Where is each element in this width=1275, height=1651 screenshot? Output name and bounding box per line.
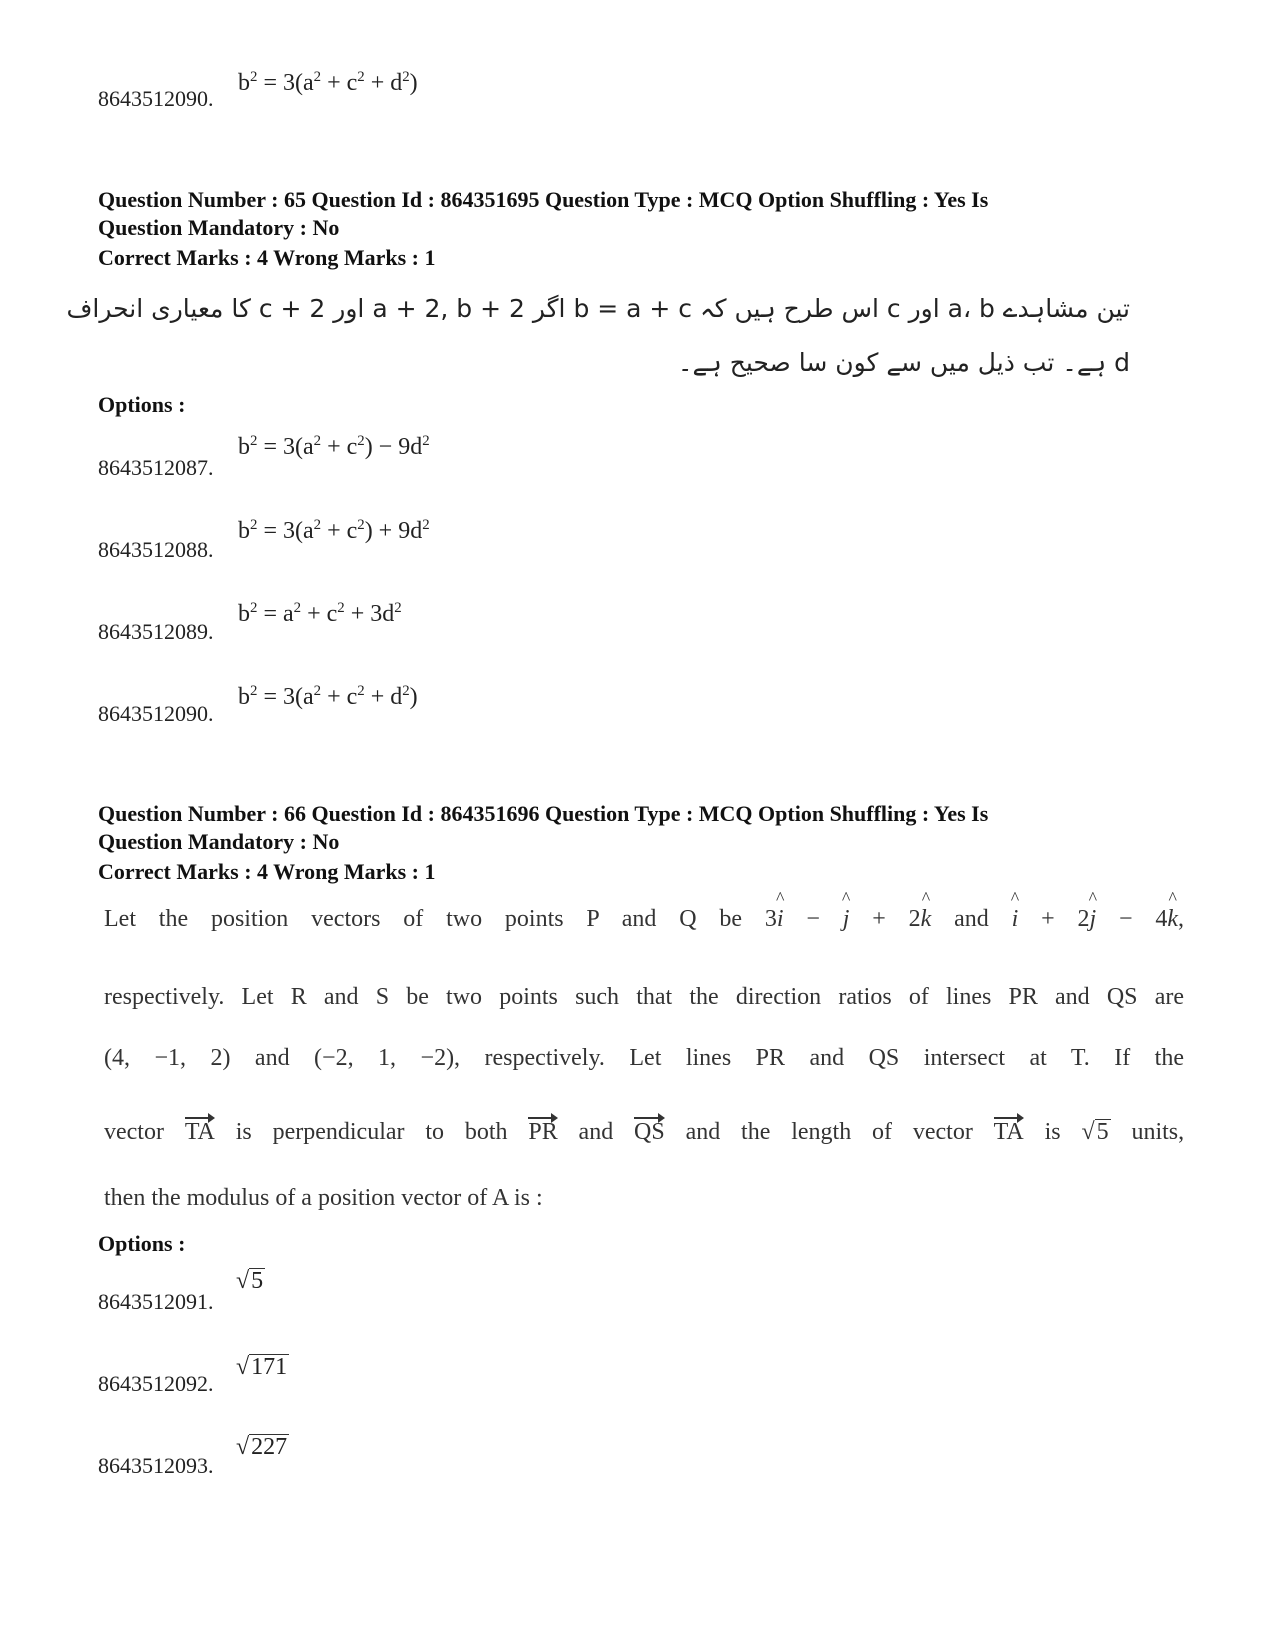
option-id: 8643512090. (98, 701, 214, 726)
question-66-text-line: (4, −1, 2) and (−2, 1, −2), respectively. Let lines PR and QS intersect at T. If the (104, 1045, 1184, 1071)
sqrt-expression: √5 (1081, 1119, 1109, 1145)
option-id: 8643512090. (98, 86, 214, 111)
radicand: 5 (1096, 1119, 1109, 1145)
question-header-line: Question Mandatory : No (98, 829, 340, 854)
question-text: is perpendicular to both (235, 1119, 508, 1145)
options-label: Options : (98, 392, 186, 417)
option-expression: √227 (236, 1434, 288, 1460)
option-id: 8643512087. (98, 455, 214, 480)
position-vector-p: 3^ i − ^ j + 2^ k (765, 906, 931, 932)
question-66-text-line: respectively. Let R and S be two points such that the direction ratios of lines PR and QS are (104, 984, 1184, 1010)
option-expression: $b^2 = 3(a^2 + c^2) - 9d^2$ (238, 433, 430, 460)
question-66-text-line: then the modulus of a position vector of A is : (104, 1185, 543, 1211)
position-vector-q: ^ i + 2^ j − 4^ k, (1012, 906, 1184, 932)
option-expression: $b^2 = 3(a^2 + c^2) + 9d^2$ (238, 517, 430, 544)
option-expression: $b^2 = 3(a^2 + c^2 + d^2)$ (238, 683, 418, 710)
question-header-line: Question Number : 66 Question Id : 864351696 Question Type : MCQ Option Shuffling : Yes Is (98, 801, 989, 826)
option-expression: $b^2 = a^2 + c^2 + 3d^2$ (238, 600, 402, 627)
vector-ta: TA (184, 1119, 215, 1145)
question-65-header (98, 186, 988, 242)
question-text: is (1044, 1119, 1061, 1145)
option-expression: √5 (236, 1268, 264, 1294)
vector-qs: QS (634, 1119, 665, 1145)
question-text: vector (104, 1119, 164, 1145)
question-65-urdu-text: تین مشاہدے a، b اور c اس طرح ہیں کہ b = a + c اگر a + 2, b + 2 اور c + 2 کا معیاری انحراف d ہے۔ تب ذیل میں سے کون سا صحیح ہے۔ (66, 294, 1130, 377)
question-65-marks: Correct Marks : 4 Wrong Marks : 1 (98, 245, 436, 270)
and-word: and (954, 906, 989, 932)
question-text: units, (1131, 1119, 1185, 1145)
vector-ta: TA (993, 1119, 1024, 1145)
options-label: Options : (98, 1231, 186, 1256)
question-66-header (98, 800, 988, 856)
question-66-text-line (104, 906, 1184, 933)
option-id: 8643512092. (98, 1371, 214, 1396)
option-expression: $b^2 = 3(a^2 + c^2 + d^2)$ (238, 69, 418, 96)
question-66-text-line (104, 1119, 1184, 1146)
question-66-marks: Correct Marks : 4 Wrong Marks : 1 (98, 859, 436, 884)
radicand: 171 (251, 1354, 288, 1380)
option-id: 8643512091. (98, 1289, 214, 1314)
and-word: and (578, 1119, 614, 1145)
radicand: 5 (251, 1268, 264, 1294)
option-expression: √171 (236, 1354, 288, 1380)
option-id: 8643512089. (98, 619, 214, 644)
vector-pr: PR (528, 1119, 558, 1145)
option-id: 8643512093. (98, 1453, 214, 1478)
question-header-line: Question Number : 65 Question Id : 864351695 Question Type : MCQ Option Shuffling : Yes Is (98, 187, 989, 212)
option-id: 8643512088. (98, 537, 214, 562)
question-text: Let the position vectors of two points P and Q be (104, 906, 743, 932)
question-header-line: Question Mandatory : No (98, 215, 340, 240)
question-text: and the length of vector (685, 1119, 973, 1145)
radicand: 227 (251, 1434, 288, 1460)
